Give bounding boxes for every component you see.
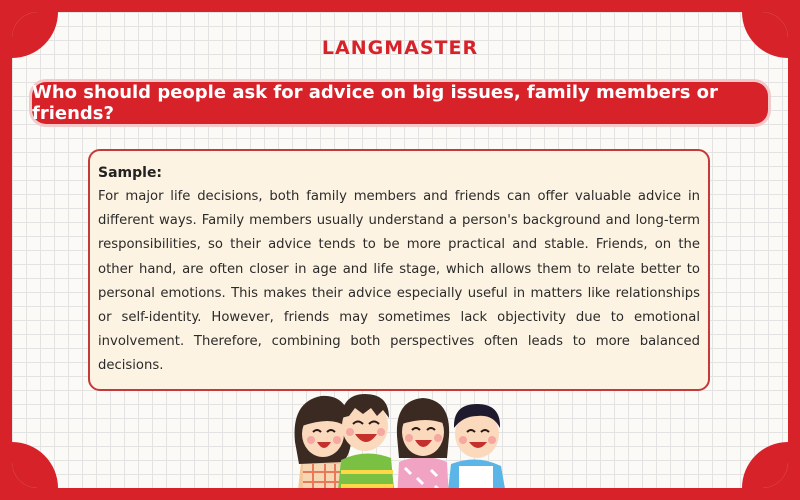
sample-title: Sample: — [98, 165, 163, 181]
person-boy-blue — [447, 404, 507, 488]
person-girl-pink — [397, 398, 449, 488]
corner-decoration — [12, 442, 58, 488]
grid-paper-background — [12, 12, 788, 488]
brand-logo: LANGMASTER — [321, 37, 479, 59]
corner-decoration — [742, 442, 788, 488]
question-text: Who should people ask for advice on big issues, family members or friends? — [32, 82, 718, 124]
sample-answer-box — [88, 149, 710, 391]
group-of-friends-icon — [287, 382, 517, 488]
question-banner — [32, 82, 768, 124]
sample-body: For major life decisions, both family members and friends can offer valuable advice in different ways. Family members usually understand a person's background and long-term responsibilities, so their advice tends to be more practical and stable. Friends, on the other hand, are often closer in age and life stage, which allows them to relate better to personal emotions. This makes their advice especially useful in matters like relationships or self-identity. However, friends may sometimes lack objectivity due to emotional involvement. Therefore, combining both perspectives often leads to more balanced decisions. — [98, 189, 700, 374]
